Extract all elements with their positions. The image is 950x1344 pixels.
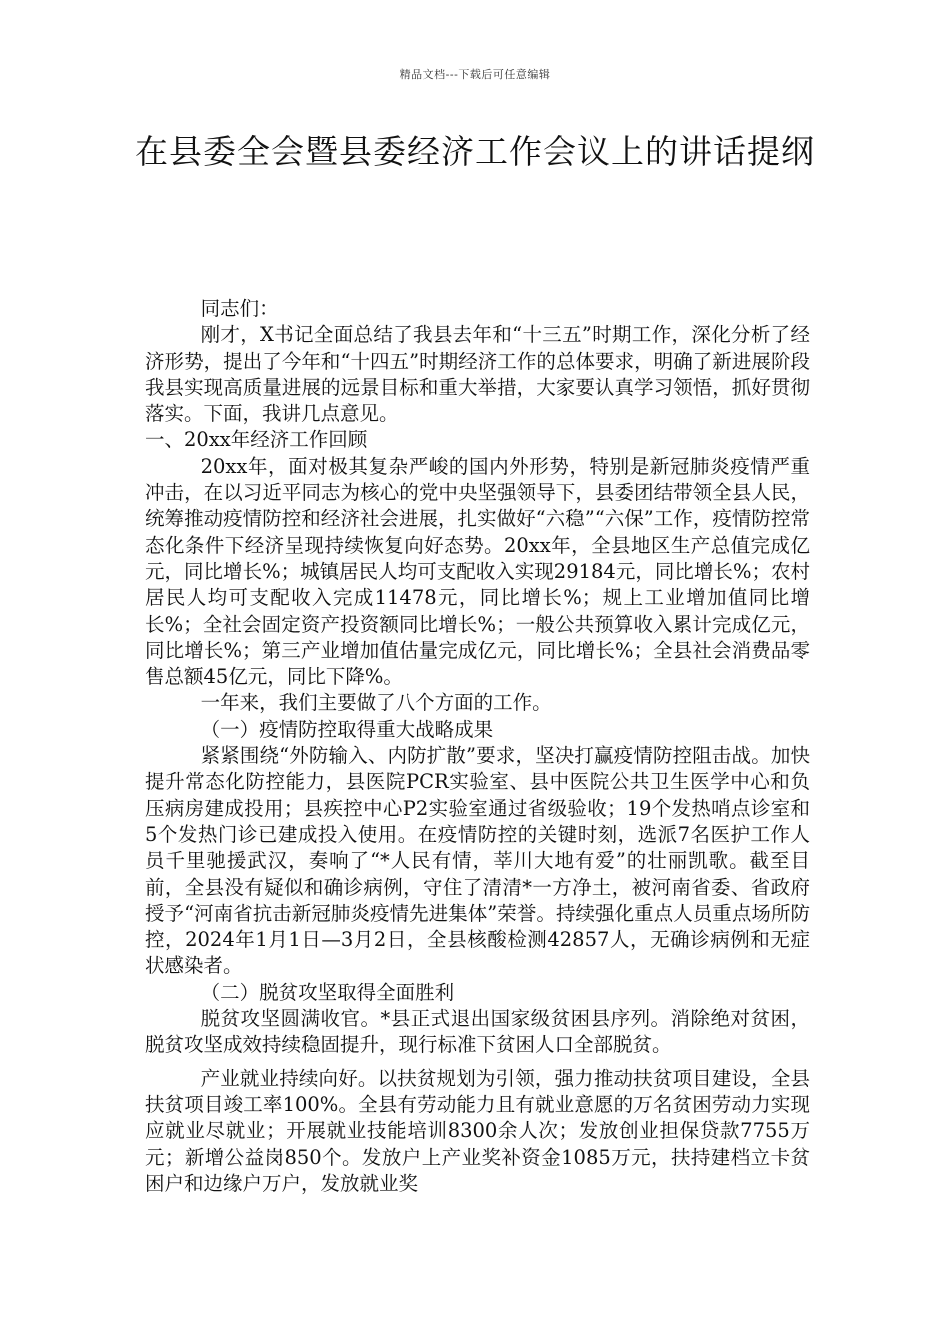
- paragraph-poverty: 脱贫攻坚圆满收官。*县正式退出国家级贫困县序列。消除绝对贫困，脱贫攻坚成效持续稳固提升，现行标准下贫困人口全部脱贫。: [145, 1007, 810, 1057]
- subsection-heading-1: （一）疫情防控取得重大战略成果: [200, 717, 494, 741]
- page-header: 精品文档---下载后可任意编辑: [399, 68, 551, 81]
- document-title: 在县委全会暨县委经济工作会议上的讲话提纲: [135, 132, 815, 171]
- paragraph-review: 20xx年，面对极其复杂严峻的国内外形势，特别是新冠肺炎疫情严重冲击，在以习近平同志为核心的党中央坚强领导下，县委团结带领全县人民，统筹推动疫情防控和经济社会进展，扎实做好“六稳”“六保”工作，疫情防控常态化条件下经济呈现持续恢复向好态势。20xx年，全县地区生产总值完成亿元，同比增长%；城镇居民人均可支配收入实现29184元，同比增长%；农村居民人均可支配收入完成11478元，同比增长%；规上工业增加值同比增长%；全社会固定资产投资额同比增长%；一般公共预算收入累计完成亿元，同比增长%；第三产业增加值估量完成亿元，同比增长%；全县社会消费品零售总额45亿元，同比下降%。: [145, 454, 810, 689]
- paragraph-eight-aspects: 一年来，我们主要做了八个方面的工作。: [200, 691, 552, 715]
- document-body: [145, 296, 810, 1197]
- subsection-heading-2: （二）脱贫攻坚取得全面胜利: [200, 980, 455, 1004]
- section-heading-1: 一、20xx年经济工作回顾: [145, 428, 368, 452]
- greeting: 同志们：: [200, 297, 279, 320]
- paragraph-epidemic: 紧紧围绕“外防输入、内防扩散”要求，坚决打赢疫情防控阻击战。加快提升常态化防控能力，县医院PCR实验室、县中医院公共卫生医学中心和负压病房建成投用；县疾控中心P2实验室通过省级验收；19个发热哨点诊室和5个发热门诊已建成投入使用。在疫情防控的关键时刻，选派7名医护工作人员千里驰援武汉，奏响了“*人民有情，莘川大地有爱”的壮丽凯歌。截至目前，全县没有疑似和确诊病例，守住了清清*一方净土，被河南省委、省政府授予“河南省抗击新冠肺炎疫情先进集体”荣誉。持续强化重点人员重点场所防控，2024年1月1日—3月2日，全县核酸检测42857人，无确诊病例和无症状感染者。: [145, 744, 810, 978]
- paragraph-employment: 产业就业持续向好。以扶贫规划为引领，强力推动扶贫项目建设，全县扶贫项目竣工率100%。全县有劳动能力且有就业意愿的万名贫困劳动力实现应就业尽就业；开展就业技能培训8300余人次；发放创业担保贷款7755万元；新增公益岗850个。发放户上产业奖补资金1085万元，扶持建档立卡贫困户和边缘户万户，发放就业奖: [145, 1066, 810, 1195]
- paragraph-intro: 刚才，X书记全面总结了我县去年和“十三五”时期工作，深化分析了经济形势，提出了今年和“十四五”时期经济工作的总体要求，明确了新进展阶段我县实现高质量进展的远景目标和重大举措，大家要认真学习领悟，抓好贯彻落实。下面，我讲几点意见。: [145, 323, 810, 426]
